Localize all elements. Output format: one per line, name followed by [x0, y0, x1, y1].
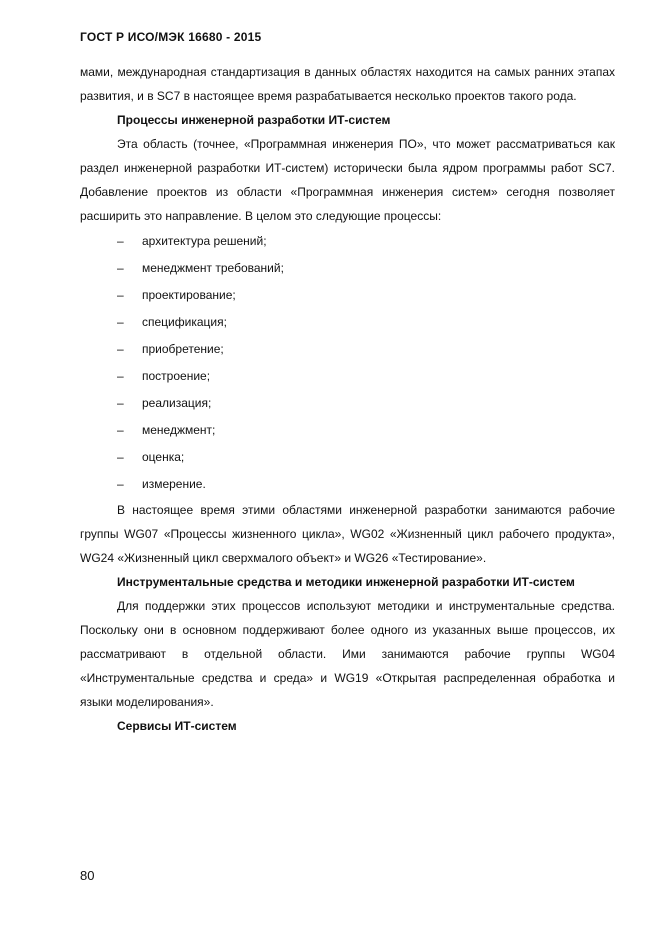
list-dash: –: [117, 315, 124, 329]
list-item-text: проектирование;: [142, 288, 236, 302]
list-dash: –: [117, 450, 124, 464]
paragraph-tools: Для поддержки этих процессов используют методики и инструментальные средства. Поскольку они в основном поддерживают более одного из указанных выше процессов, их рассматривают в отдельной области. Ими занимаются рабочие группы WG04 «Инструментальные средства и среда» и WG19 «Открытая распределенная обработка и языки моделирования».: [80, 599, 615, 709]
page-content: [80, 60, 615, 738]
section-heading-services: Сервисы ИТ-систем: [117, 719, 237, 733]
list-item: [80, 255, 615, 282]
list-dash: –: [117, 234, 124, 248]
list-dash: –: [117, 369, 124, 383]
section-heading-processes: Процессы инженерной разработки ИТ-систем: [117, 113, 391, 127]
document-header: ГОСТ Р ИСО/МЭК 16680 - 2015: [80, 30, 262, 44]
list-item-text: измерение.: [142, 477, 206, 491]
list-dash: –: [117, 288, 124, 302]
list-dash: –: [117, 477, 124, 491]
list-dash: –: [117, 396, 124, 410]
paragraph-processes-intro: Эта область (точнее, «Программная инженерия ПО», что может рассматриваться как раздел инженерной разработки ИТ-систем) исторически была ядром программы работ SC7. Добавление проектов из области «Программная инженерия систем» сегодня позволяет расширить это направление. В целом это следующие процессы:: [80, 137, 615, 223]
list-dash: –: [117, 423, 124, 437]
paragraph-working-groups: В настоящее время этими областями инженерной разработки занимаются рабочие группы WG07 «Процессы жизненного цикла», WG02 «Жизненный цикл рабочего продукта», WG24 «Жизненный цикл сверхмалого объект» и WG26 «Тестирование».: [80, 503, 615, 565]
section-heading-tools: Инструментальные средства и методики инженерной разработки ИТ-систем: [117, 575, 575, 589]
list-item: [80, 363, 615, 390]
list-item: [80, 282, 615, 309]
list-item: [80, 336, 615, 363]
list-item: [80, 228, 615, 255]
list-item: [80, 309, 615, 336]
process-list: [80, 228, 615, 498]
list-item-text: архитектура решений;: [142, 234, 267, 248]
list-item-text: менеджмент требований;: [142, 261, 284, 275]
list-dash: –: [117, 261, 124, 275]
list-item: [80, 471, 615, 498]
page-number: 80: [80, 868, 95, 883]
list-item-text: оценка;: [142, 450, 185, 464]
list-item-text: построение;: [142, 369, 211, 383]
list-dash: –: [117, 342, 124, 356]
paragraph-continuation: мами, международная стандартизация в данных областях находится на самых ранних этапах развития, и в SC7 в настоящее время разрабатывается несколько проектов такого рода.: [80, 65, 615, 103]
list-item-text: менеджмент;: [142, 423, 216, 437]
list-item-text: приобретение;: [142, 342, 224, 356]
list-item-text: спецификация;: [142, 315, 227, 329]
list-item: [80, 390, 615, 417]
list-item: [80, 417, 615, 444]
list-item: [80, 444, 615, 471]
list-item-text: реализация;: [142, 396, 212, 410]
